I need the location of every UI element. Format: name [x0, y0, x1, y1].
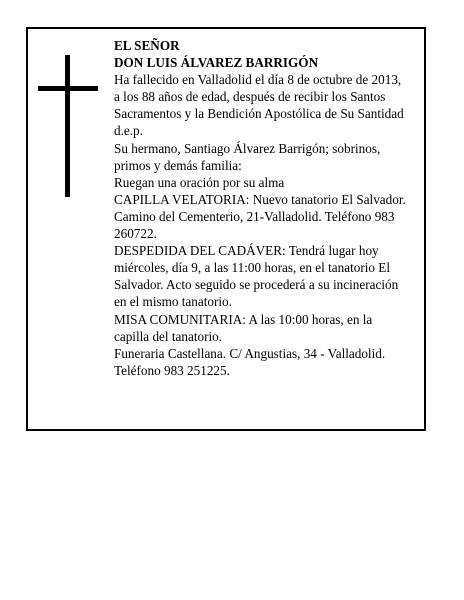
notice-line: Sacramentos y la Bendición Apostólica de Su Santidad	[114, 106, 404, 122]
cross-horizontal-bar	[38, 86, 98, 91]
notice-paragraphs	[114, 71, 414, 379]
notice-line: 260722.	[114, 226, 157, 242]
deceased-title: EL SEÑOR	[114, 38, 180, 53]
notice-line: d.e.p.	[114, 123, 143, 139]
mass-details	[114, 311, 414, 345]
notice-line: Salvador. Acto seguido se procederá a su incineración	[114, 277, 399, 293]
deceased-name: DON LUIS ÁLVAREZ BARRIGÓN	[114, 55, 319, 71]
notice-line: Funeraria Castellana. C/ Angustias, 34 - Valladolid.	[114, 345, 386, 361]
prayer-request	[114, 174, 414, 191]
funeral-home-info	[114, 345, 414, 379]
notice-line: a los 88 años de edad, después de recibir los Santos	[114, 89, 386, 105]
notice-line: Teléfono 983 251225.	[114, 362, 230, 378]
obituary-text	[114, 37, 414, 379]
wake-location	[114, 191, 414, 242]
notice-line: Ha fallecido en Valladolid el día 8 de octubre de 2013,	[114, 72, 402, 88]
notice-line: Camino del Cementerio, 21-Valladolid. Teléfono 983	[114, 208, 395, 224]
family-line	[114, 140, 414, 174]
cross-icon	[38, 55, 98, 197]
notice-line: primos y demás familia:	[114, 157, 242, 173]
cross-vertical-bar	[65, 55, 70, 197]
notice-line: Ruegan una oración por su alma	[114, 174, 285, 190]
notice-line: DESPEDIDA DEL CADÁVER: Tendrá lugar hoy	[114, 243, 379, 259]
notice-line: miércoles, día 9, a las 11:00 horas, en el tanatorio El	[114, 260, 390, 276]
funeral-details	[114, 242, 414, 310]
death-announcement	[114, 71, 414, 139]
notice-line: en el mismo tanatorio.	[114, 294, 232, 310]
notice-line: CAPILLA VELATORIA: Nuevo tanatorio El Salvador.	[114, 191, 406, 207]
notice-line: Su hermano, Santiago Álvarez Barrigón; sobrinos,	[114, 140, 381, 156]
notice-line: MISA COMUNITARIA: A las 10:00 horas, en la	[114, 311, 373, 327]
notice-line: capilla del tanatorio.	[114, 328, 223, 344]
